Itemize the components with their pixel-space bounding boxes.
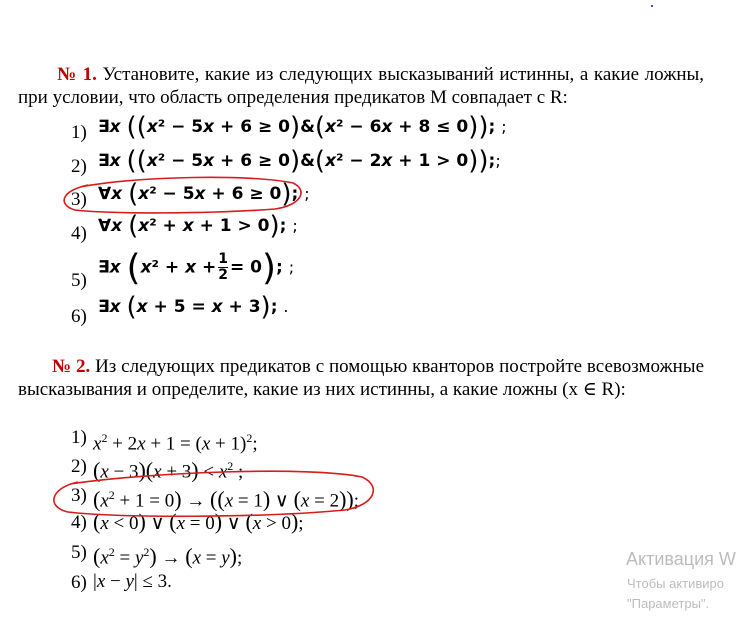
task1-item-1-formula: ∃x ((x² − 5x + 6 ≥ 0)&(x² − 6x + 8 ≤ 0)); ; [98, 112, 507, 142]
task2-item-3-formula: $(x^2 + 1 = 0) \to ((x = 1)$ ∨ (x = 2)); [93, 486, 360, 512]
task2-item-3-label: 3) [71, 485, 87, 506]
task1-number: № 1. [57, 64, 97, 85]
task2-item-2-formula: $(x - 3)(x + 3) < x^2$ ; [93, 457, 244, 483]
task2-text: Из следующих предикатов с помощью кванторов постройте всевозможные высказывания и определите, какие из них истинны, а какие ложны (x ∈ R): [18, 356, 705, 400]
task1-item-4-formula: ∀x (x² + x + 1 > 0); ; [98, 211, 298, 241]
task1-item-5-formula: ∃x (x² + x + $\frac{1}{2}$ = 0); ; [98, 247, 295, 289]
task2-item-1-label: 1) [71, 427, 87, 448]
task2-number: № 2. [51, 356, 91, 377]
task2-item-1-formula: $x^2 + 2x + 1 = (x + 1)^2$; [93, 431, 258, 455]
task2-item-5-formula: $(x^2 = y^2) \to (x = y)$; [93, 543, 243, 569]
task1-text: Установите, какие из следующих высказываний истинны, а какие ложны, при условии, что область определения предикатов M совпадает с R: [18, 64, 705, 108]
task2-item-2-label: 2) [71, 456, 87, 477]
task1-item-1-label: 1) [71, 122, 87, 143]
task1-item-3-label: 3) [71, 189, 87, 210]
task1-item-5-label: 5) [71, 270, 87, 291]
task1-item-4-label: 4) [71, 223, 87, 244]
task2-item-4-label: 4) [71, 512, 87, 533]
task2-item-6-formula: |x − y| ≤ 3. [93, 571, 172, 592]
task1-item-3-formula: ∀x (x² − 5x + 6 ≥ 0); ; [98, 179, 310, 209]
task2-item-4-formula: (x < 0) ∨ (x = 0) ∨ (x > 0); [93, 509, 304, 534]
circle-task2-item3 [54, 471, 373, 516]
watermark-title: Активация W [626, 549, 736, 569]
task2-item-6-label: 6) [71, 572, 87, 593]
task1-item-2-formula: ∃x ((x² − 5x + 6 ≥ 0)&(x² − 2x + 1 > 0));; [98, 146, 501, 176]
circle-task1-item3 [64, 177, 301, 213]
task2-item-5-label: 5) [71, 542, 87, 563]
task1-item-6-label: 6) [71, 306, 87, 327]
watermark-line1: Чтобы активиро [627, 576, 725, 591]
watermark-line2: "Параметры". [627, 596, 710, 611]
task1-item-6-formula: ∃x (x + 5 = x + 3); . [98, 292, 289, 322]
task1-item-2-label: 2) [71, 156, 87, 177]
